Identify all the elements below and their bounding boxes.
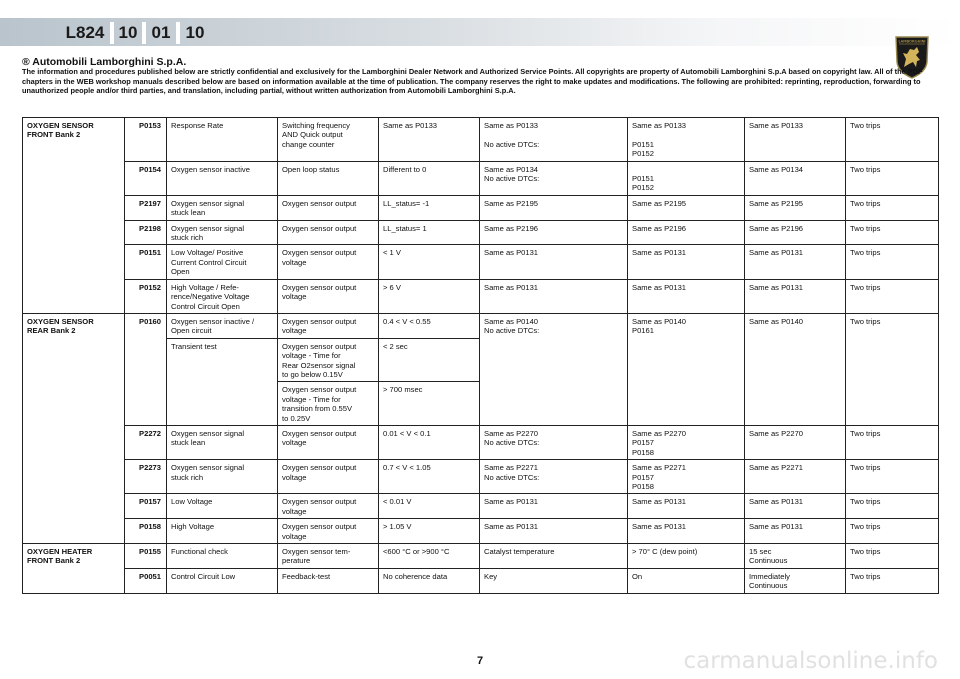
dtc-code: P0153 [125,118,167,162]
enable-condition: Same as P0131 [480,279,628,313]
table-row [23,279,939,313]
fault-description: Low Voltage/ Positive Current Control Circuit Open [167,245,278,279]
group-label-o2-rear: OXYGEN SENSOR REAR Bank 2 [23,313,125,543]
time-required: Same as P0134 [745,161,846,195]
dependency: Same as P2270 P0157 P0158 [628,425,745,459]
dtc-code: P2197 [125,195,167,220]
time-required: Same as P0140 [745,313,846,425]
time-required: Same as P2196 [745,220,846,245]
dtc-code: P0160 [125,313,167,425]
fault-condition: > 6 V [379,279,480,313]
fault-condition: 0.4 < V < 0.55 [379,313,480,338]
monitored-parameter: Oxygen sensor output voltage [278,313,379,338]
mil-illumination: Two trips [846,161,939,195]
dependency: Same as P0133 P0151 P0152 [628,118,745,162]
group-label-heater: OXYGEN HEATER FRONT Bank 2 [23,544,125,594]
table-row [23,245,939,279]
table-row [23,460,939,494]
fault-description: High Voltage [167,519,278,544]
dependency: On [628,568,745,593]
fault-condition: > 1.05 V [379,519,480,544]
enable-condition: Same as P2270 No active DTCs: [480,425,628,459]
time-required: Same as P0131 [745,494,846,519]
time-required: Same as P2270 [745,425,846,459]
header-code-subgroup: 01 [151,23,171,42]
enable-condition: Same as P0140 No active DTCs: [480,313,628,425]
monitored-parameter: Switching frequency AND Quick output change counter [278,118,379,162]
dtc-code: P0154 [125,161,167,195]
monitored-parameter: Oxygen sensor output voltage [278,494,379,519]
table-row [23,568,939,593]
mil-illumination: Two trips [846,460,939,494]
copyright-notice: The information and procedures published below are strictly confidential and exclusively for the Lamborghini Dealer Network and Authorized Service Points. All copyrights are property of Automobili Lamborghini S.p.A based on copyright law. All of the PDF chapters in the WEB workshop manuals described below are based on information available at the time of publication. The company reserves the right to make updates and modifications. The following are prohibited: reprinting, reproduction, forwarding to unauthorized people and/or third parties, and translation, including partial, without written authorization from Automobili Lamborghini S.p.A. [22,67,923,96]
page-number: 7 [476,655,484,667]
dependency: Same as P0131 [628,494,745,519]
fault-condition: <600 °C or >900 °C [379,544,480,569]
time-required: Same as P0131 [745,519,846,544]
dtc-code: P2198 [125,220,167,245]
enable-condition: Same as P0131 [480,245,628,279]
monitored-parameter: Oxygen sensor output [278,220,379,245]
fault-description: Control Circuit Low [167,568,278,593]
mil-illumination: Two trips [846,118,939,162]
time-required: Same as P0131 [745,279,846,313]
mil-illumination: Two trips [846,425,939,459]
fault-description: Functional check [167,544,278,569]
dtc-code: P0152 [125,279,167,313]
enable-condition: Same as P0134 No active DTCs: [480,161,628,195]
fault-description: Oxygen sensor signal stuck lean [167,195,278,220]
fault-description: Response Rate [167,118,278,162]
fault-condition: No coherence data [379,568,480,593]
time-required: Immediately Continuous [745,568,846,593]
fault-description: Oxygen sensor inactive [167,161,278,195]
table-row [23,494,939,519]
enable-condition: Same as P0131 [480,494,628,519]
fault-description: Oxygen sensor signal stuck lean [167,425,278,459]
fault-description: Transient test [167,338,278,425]
dependency: Same as P0131 [628,245,745,279]
time-required: Same as P2271 [745,460,846,494]
mil-illumination: Two trips [846,519,939,544]
enable-condition: Catalyst temperature [480,544,628,569]
monitored-parameter: Oxygen sensor output [278,195,379,220]
table-row [23,313,939,338]
time-required: Same as P0131 [745,245,846,279]
dependency: Same as P0131 [628,279,745,313]
time-required: 15 sec Continuous [745,544,846,569]
enable-condition: Same as P2195 [480,195,628,220]
enable-condition: Same as P2271 No active DTCs: [480,460,628,494]
fault-condition: Different to 0 [379,161,480,195]
enable-condition: Key [480,568,628,593]
header-code-section: 10 [185,23,205,42]
fault-description: Oxygen sensor inactive / Open circuit [167,313,278,338]
table-row [23,220,939,245]
dtc-code: P0158 [125,519,167,544]
dependency: > 70° C (dew point) [628,544,745,569]
dtc-code: P0051 [125,568,167,593]
dependency: Same as P2271 P0157 P0158 [628,460,745,494]
mil-illumination: Two trips [846,313,939,425]
dependency: Same as P2195 [628,195,745,220]
enable-condition: Same as P2196 [480,220,628,245]
mil-illumination: Two trips [846,220,939,245]
dtc-code: P2272 [125,425,167,459]
watermark: carmanualsonline.info [683,648,938,674]
fault-condition: 0.01 < V < 0.1 [379,425,480,459]
fault-condition: LL_status= -1 [379,195,480,220]
monitored-parameter: Oxygen sensor output voltage [278,519,379,544]
mil-illumination: Two trips [846,195,939,220]
fault-description: Oxygen sensor signal stuck rich [167,460,278,494]
mil-illumination: Two trips [846,279,939,313]
diagnostic-table [22,117,939,594]
table-row [23,425,939,459]
mil-illumination: Two trips [846,494,939,519]
table-row [23,519,939,544]
dtc-code: P0155 [125,544,167,569]
table-row [23,161,939,195]
header-code-model: L824 [65,23,105,42]
fault-condition: LL_status= 1 [379,220,480,245]
group-label-o2-front: OXYGEN SENSOR FRONT Bank 2 [23,118,125,314]
fault-description: Oxygen sensor signal stuck rich [167,220,278,245]
fault-description: Low Voltage [167,494,278,519]
table-row [23,544,939,569]
fault-condition: < 0.01 V [379,494,480,519]
monitored-parameter: Oxygen sensor output voltage - Time for transition from 0.55V to 0.25V [278,382,379,426]
dtc-code: P2273 [125,460,167,494]
mil-illumination: Two trips [846,568,939,593]
monitored-parameter: Open loop status [278,161,379,195]
company-name: ® Automobili Lamborghini S.p.A. [22,56,187,68]
monitored-parameter: Oxygen sensor output voltage [278,460,379,494]
table-row [23,118,939,162]
header-code-group: 10 [118,23,138,42]
time-required: Same as P0133 [745,118,846,162]
monitored-parameter: Oxygen sensor output voltage [278,279,379,313]
dependency: Same as P0131 [628,519,745,544]
fault-description: High Voltage / Refe- rence/Negative Voltage Control Circuit Open [167,279,278,313]
fault-condition: > 700 msec [379,382,480,426]
dtc-code: P0157 [125,494,167,519]
fault-condition: < 1 V [379,245,480,279]
enable-condition: Same as P0133 No active DTCs: [480,118,628,162]
dependency: Same as P2196 [628,220,745,245]
time-required: Same as P2195 [745,195,846,220]
mil-illumination: Two trips [846,245,939,279]
fault-condition: < 2 sec [379,338,480,382]
fault-condition: Same as P0133 [379,118,480,162]
dependency: P0151 P0152 [628,161,745,195]
fault-condition: 0.7 < V < 1.05 [379,460,480,494]
monitored-parameter: Oxygen sensor output voltage [278,245,379,279]
monitored-parameter: Oxygen sensor tem- perature [278,544,379,569]
monitored-parameter: Oxygen sensor output voltage - Time for Rear O2sensor signal to go below 0.15V [278,338,379,382]
monitored-parameter: Oxygen sensor output voltage [278,425,379,459]
logo-text: LAMBORGHINI [898,38,926,44]
table-row [23,195,939,220]
mil-illumination: Two trips [846,544,939,569]
dtc-code: P0151 [125,245,167,279]
enable-condition: Same as P0131 [480,519,628,544]
monitored-parameter: Feedback-test [278,568,379,593]
dependency: Same as P0140 P0161 [628,313,745,425]
